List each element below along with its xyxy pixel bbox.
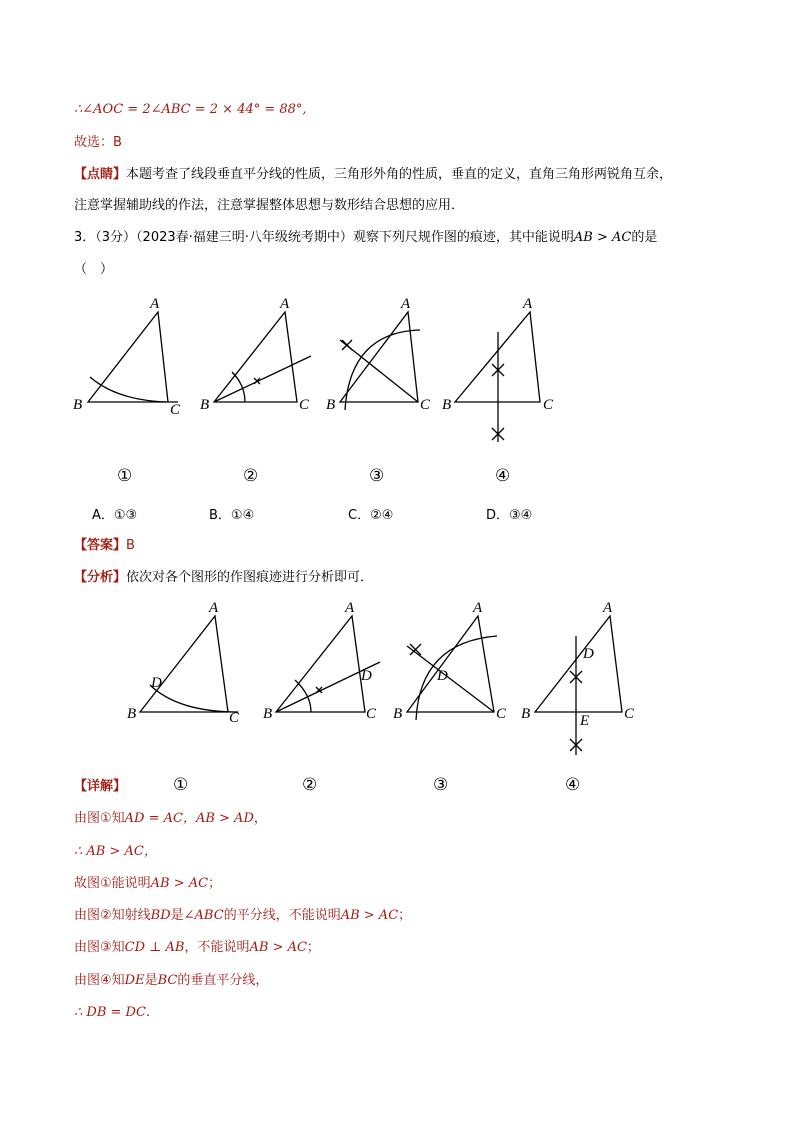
afig2-bisector — [276, 662, 380, 712]
fig1-label-B: B — [73, 397, 83, 413]
fig3-label-C: C — [420, 397, 431, 413]
afig2-triangle — [276, 616, 365, 712]
afig3-label-B: B — [393, 706, 403, 722]
fig4-cross-top — [492, 364, 504, 376]
question-paren: （ ） — [74, 262, 114, 277]
option-b[interactable]: B．①④ — [209, 508, 255, 523]
afig4-number: ④ — [565, 775, 581, 794]
detail-tag: 【详解】 — [74, 779, 127, 794]
fig2-bisector — [214, 356, 311, 402]
afig1-label-C: C — [229, 710, 240, 726]
detail-line-6: 由图④知DE是BC的垂直平分线， — [74, 973, 269, 988]
afig4-triangle — [535, 616, 622, 712]
afig2-label-B: B — [263, 706, 273, 722]
afig3-label-C: C — [496, 706, 507, 722]
fig3-arc — [345, 330, 420, 410]
fig2-label-A: A — [280, 296, 290, 312]
fig3-number: ③ — [369, 466, 385, 485]
fig2-arc — [232, 372, 245, 402]
analysis-tag: 【分析】 — [74, 570, 127, 585]
remark-tag: 【点睛】 — [74, 167, 127, 182]
analysis-line: 【分析】依次对各个图形的作图痕迹进行分析即可． — [74, 570, 374, 585]
fig1-label-A: A — [150, 296, 160, 312]
afig2-cross — [316, 687, 322, 693]
afig2-label-C: C — [366, 706, 377, 722]
detail-tag-line — [74, 778, 126, 796]
detail-line-4: 由图②知射线BD是∠ABC的平分线，不能说明AB > AC； — [74, 908, 412, 923]
fig3-cross — [342, 340, 352, 350]
afig1-label-D: D — [151, 675, 162, 691]
fig2-label-C: C — [299, 397, 310, 413]
detail-line-1: 由图①知AD = AC，AB > AD， — [74, 811, 267, 826]
fig1-number: ① — [117, 466, 133, 485]
afig4-label-B: B — [521, 706, 531, 722]
afig3-cross — [410, 644, 421, 655]
remark-line: 【点睛】本题考查了线段垂直平分线的性质，三角形外角的性质，垂直的定义，直角三角形两锐角互余， — [74, 167, 673, 182]
afig1-label-A: A — [209, 600, 219, 616]
option-c[interactable]: C．②④ — [348, 508, 394, 523]
fig4-number: ④ — [495, 466, 511, 485]
answer-line: 【答案】B — [74, 538, 135, 553]
answer-tag: 【答案】 — [74, 538, 127, 553]
option-d[interactable]: D．③④ — [486, 508, 533, 523]
afig3-label-A: A — [473, 600, 483, 616]
afig4-cross-bottom — [570, 739, 582, 751]
option-a[interactable]: A．①③ — [92, 508, 138, 523]
fig4-cross-bottom — [492, 428, 504, 440]
choice-line: 故选：B — [74, 135, 122, 150]
afig1-number: ① — [173, 775, 189, 794]
afig4-label-D: D — [583, 646, 594, 662]
conclusion-line: ∴∠AOC = 2∠ABC = 2 × 44° = 88°, — [74, 102, 307, 117]
afig4-label-A: A — [603, 600, 613, 616]
afig3-number: ③ — [433, 775, 449, 794]
fig2-number: ② — [243, 466, 259, 485]
fig2-label-B: B — [200, 397, 210, 413]
afig4-cross-top — [570, 671, 582, 683]
detail-line-3: 故图①能说明AB > AC； — [74, 876, 222, 891]
fig3-label-A: A — [401, 296, 411, 312]
detail-line-2: ∴ AB > AC， — [74, 844, 157, 859]
fig4-triangle — [455, 312, 540, 402]
afig3-triangle — [407, 616, 494, 712]
afig2-arc — [295, 680, 311, 712]
fig1-arc — [90, 377, 178, 402]
fig3-triangle — [340, 312, 418, 402]
afig4-label-C: C — [624, 706, 635, 722]
fig1-triangle — [88, 312, 168, 402]
detail-line-7: ∴ DB = DC． — [74, 1005, 159, 1020]
fig4-label-C: C — [543, 397, 554, 413]
fig1-label-C: C — [170, 402, 181, 418]
afig2-number: ② — [302, 775, 318, 794]
afig3-perp — [407, 646, 494, 712]
detail-line-5: 由图③知CD ⊥ AB，不能说明AB > AC； — [74, 940, 320, 955]
afig3-label-D: D — [437, 668, 448, 684]
remark-line-2: 注意掌握辅助线的作法，注意掌握整体思想与数形结合思想的应用． — [74, 198, 465, 213]
afig1-arc — [150, 685, 238, 712]
fig4-label-B: B — [442, 397, 452, 413]
fig2-cross — [254, 378, 260, 384]
afig2-label-D: D — [361, 668, 372, 684]
fig3-perp — [340, 340, 418, 402]
fig2-triangle — [214, 312, 297, 402]
afig4-label-E: E — [580, 713, 590, 729]
afig2-label-A: A — [345, 600, 355, 616]
question-stem: 3．（3分）（2023春·福建三明·八年级统考期中）观察下列尺规作图的痕迹，其中能说明AB > AC的是 — [74, 230, 658, 245]
fig3-label-B: B — [326, 397, 336, 413]
afig1-label-B: B — [127, 706, 137, 722]
afig1-triangle — [140, 616, 228, 712]
fig4-label-A: A — [523, 296, 533, 312]
afig3-arc — [416, 636, 497, 720]
